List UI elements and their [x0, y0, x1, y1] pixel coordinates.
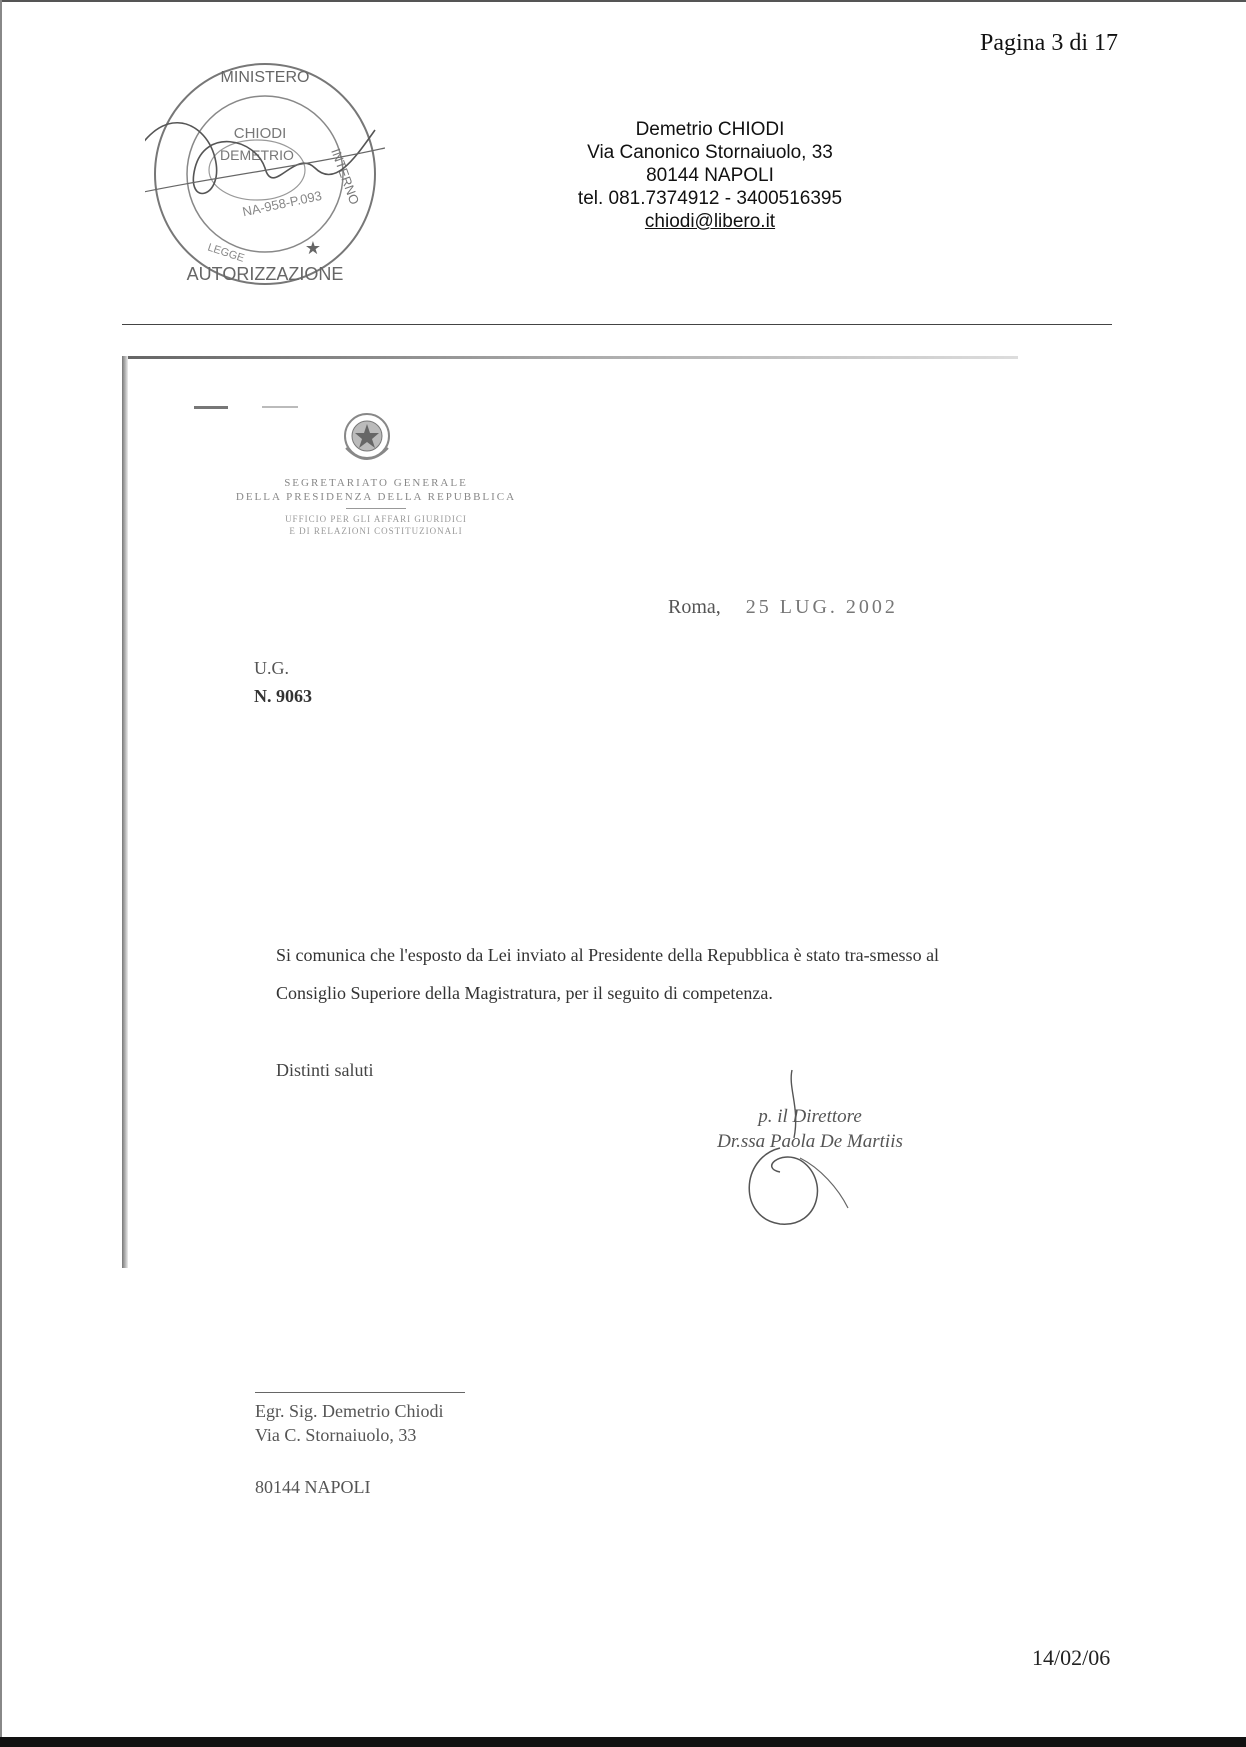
scanned-letter-left-border	[122, 356, 128, 1268]
scan-artifact	[262, 406, 298, 408]
letter-body	[254, 936, 984, 1012]
addressee-divider	[255, 1392, 465, 1393]
addressee-city: 80144 NAPOLI	[255, 1477, 371, 1497]
sender-name: Demetrio CHIODI	[635, 119, 785, 140]
svg-text:CHIODI: CHIODI	[233, 125, 287, 142]
signer-role: p. il Direttore	[758, 1106, 862, 1127]
reference-block	[254, 654, 312, 710]
sender-street: Via Canonico Stornaiuolo, 33	[587, 142, 833, 163]
republic-emblem-icon	[338, 408, 396, 468]
svg-text:DEMETRIO: DEMETRIO	[220, 147, 294, 163]
ministry-line-1: SEGRETARIATO GENERALE	[284, 477, 468, 489]
addressee-name: Egr. Sig. Demetrio Chiodi	[255, 1401, 444, 1421]
signer-block	[690, 1104, 930, 1154]
scan-top-edge	[0, 0, 1246, 2]
scanned-letter-top-border	[128, 356, 1018, 359]
page-counter: Pagina 3 di 17	[980, 30, 1118, 56]
authorization-stamp	[145, 58, 385, 290]
addressee-block	[255, 1399, 444, 1499]
ministry-line-2: DELLA PRESIDENZA DELLA REPUBBLICA	[235, 491, 517, 503]
svg-text:★: ★	[304, 238, 322, 258]
header-divider	[122, 324, 1112, 325]
ministry-line-3: UFFICIO PER GLI AFFARI GIURIDICI	[285, 514, 467, 524]
scan-left-edge	[0, 0, 2, 1737]
signer-name: Dr.ssa Paola De Martiis	[717, 1131, 903, 1152]
reference-number: N. 9063	[254, 686, 312, 706]
sender-email[interactable]: chiodi@libero.it	[644, 211, 776, 232]
letter-date	[668, 596, 898, 619]
sender-letterhead	[520, 118, 900, 233]
sender-phone: tel. 081.7374912 - 3400516395	[577, 188, 843, 209]
date-stamp: 25 LUG. 2002	[745, 596, 898, 618]
svg-text:NA-958-P.093: NA-958-P.093	[241, 187, 324, 220]
scan-bottom-edge	[0, 1737, 1246, 1747]
reference-office: U.G.	[254, 658, 289, 678]
svg-text:MINISTERO: MINISTERO	[220, 69, 310, 86]
body-paragraph: Si comunica che l'esposto da Lei inviato al Presidente della Repubblica è stato tra-smesso al Consiglio Superiore della Magistratura, per il seguito di competenza.	[276, 945, 940, 1003]
svg-text:INTERNO: INTERNO	[328, 146, 363, 207]
svg-text:LEGGE: LEGGE	[206, 241, 246, 265]
ministry-heading	[196, 476, 556, 537]
date-place: Roma,	[668, 596, 721, 618]
scan-artifact	[194, 406, 228, 409]
addressee-street: Via C. Stornaiuolo, 33	[255, 1425, 417, 1445]
ministry-divider	[346, 508, 406, 509]
svg-text:AUTORIZZAZIONE: AUTORIZZAZIONE	[186, 264, 344, 284]
sender-city: 80144 NAPOLI	[646, 165, 774, 186]
ministry-line-4: E DI RELAZIONI COSTITUZIONALI	[289, 526, 463, 536]
footer-date: 14/02/06	[1032, 1645, 1111, 1670]
closing-greeting: Distinti saluti	[276, 1060, 374, 1080]
